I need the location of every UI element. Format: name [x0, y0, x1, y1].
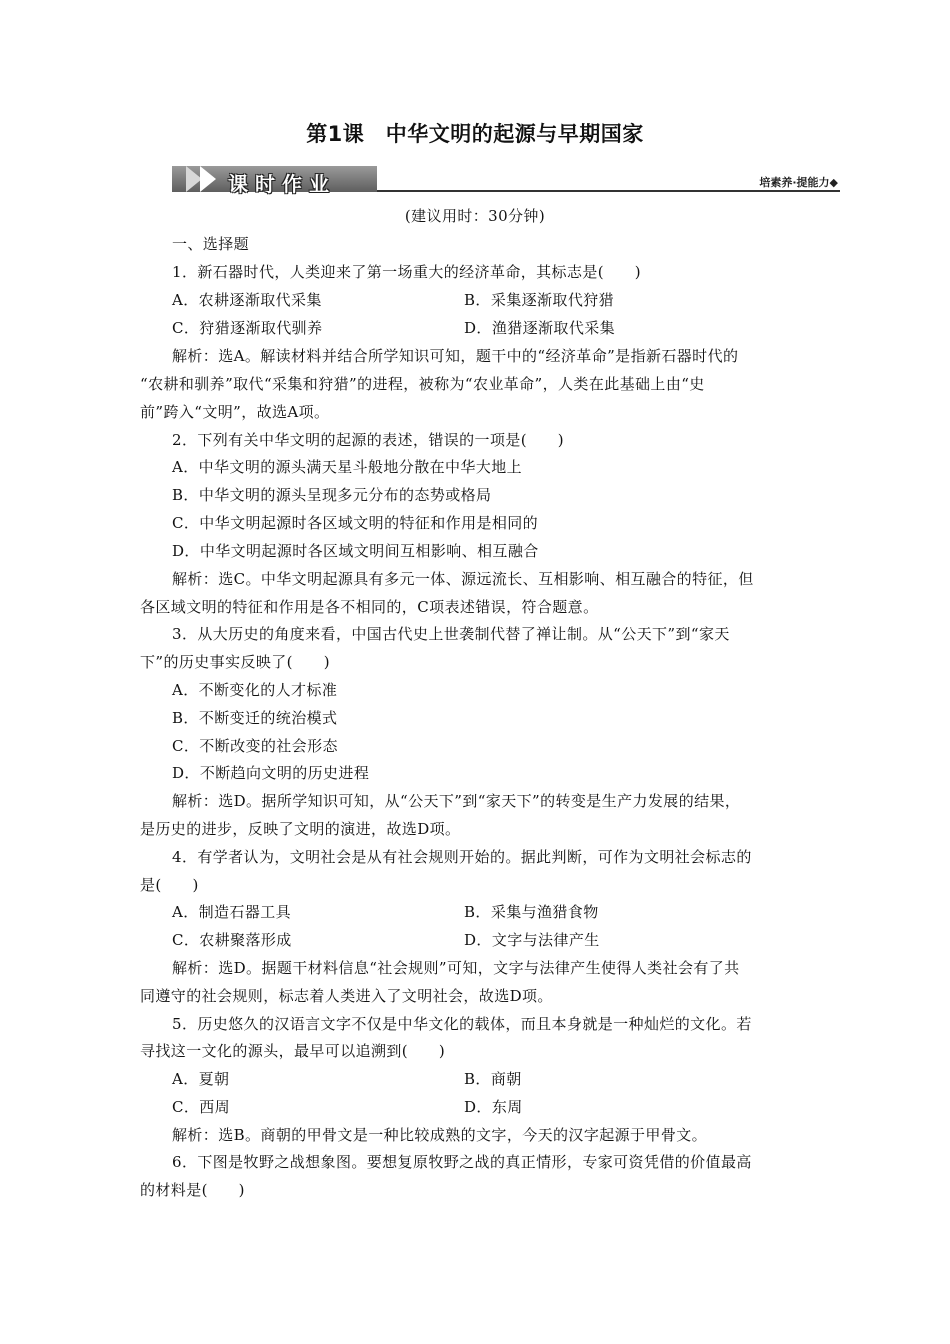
option-b: B．采集逐渐取代狩猎	[464, 291, 615, 309]
option-b: B．采集与渔猎食物	[464, 903, 599, 921]
answer-explanation: 解析：选B。商朝的甲骨文是一种比较成熟的文字，今天的汉字起源于甲骨文。	[172, 1126, 708, 1144]
question-stem: 4．有学者认为，文明社会是从有社会规则开始的。据此判断，可作为文明社会标志的	[172, 848, 752, 866]
answer-explanation: 解析：选D。据题干材料信息“社会规则”可知，文字与法律产生使得人类社会有了共	[172, 959, 740, 977]
option-b: B．中华文明的源头呈现多元分布的态势或格局	[172, 486, 492, 504]
option-a: A．农耕逐渐取代采集	[172, 291, 322, 309]
option-a: A．夏朝	[172, 1070, 230, 1088]
option-d: D．中华文明起源时各区域文明间互相影响、相互融合	[172, 542, 539, 560]
question-stem: 是( )	[140, 876, 199, 894]
page-title: 第1课 中华文明的起源与早期国家	[306, 122, 644, 146]
option-c: C．不断改变的社会形态	[172, 737, 338, 755]
question-stem: 1．新石器时代，人类迎来了第一场重大的经济革命，其标志是( )	[172, 263, 642, 281]
answer-explanation: “农耕和驯养”取代“采集和狩猎”的进程，被称为“农业革命”，人类在此基础上由“史	[140, 375, 705, 393]
banner-label: 课时作业	[228, 172, 336, 196]
banner-tag: 培素养·提能力◆	[759, 176, 838, 189]
section-banner	[172, 162, 840, 196]
option-d: D．不断趋向文明的历史进程	[172, 764, 370, 782]
option-b: B．商朝	[464, 1070, 522, 1088]
question-stem: 2．下列有关中华文明的起源的表述，错误的一项是( )	[172, 431, 565, 449]
question-stem: 3．从大历史的角度来看，中国古代史上世袭制代替了禅让制。从“公天下”到“家天	[172, 625, 730, 643]
option-d: D．东周	[464, 1098, 523, 1116]
option-a: A．中华文明的源头满天星斗般地分散在中华大地上	[172, 458, 523, 476]
section-heading: 一、选择题	[172, 235, 250, 253]
option-c: C．狩猎逐渐取代驯养	[172, 319, 323, 337]
option-a: A．制造石器工具	[172, 903, 292, 921]
question-stem: 寻找这一文化的源头，最早可以追溯到( )	[140, 1042, 446, 1060]
option-c: C．农耕聚落形成	[172, 931, 292, 949]
answer-explanation: 前”跨入“文明”，故选A项。	[140, 403, 330, 421]
answer-explanation: 解析：选D。据所学知识可知，从“公天下”到“家天下”的转变是生产力发展的结果，	[172, 792, 741, 810]
answer-explanation: 是历史的进步，反映了文明的演进，故选D项。	[140, 820, 461, 838]
question-stem: 下”的历史事实反映了( )	[140, 653, 330, 671]
option-c: C．西周	[172, 1098, 231, 1116]
time-note: (建议用时：30分钟)	[404, 207, 546, 225]
chevron-icon	[200, 166, 216, 192]
option-d: D．渔猎逐渐取代采集	[464, 319, 616, 337]
answer-explanation: 解析：选C。中华文明起源具有多元一体、源远流长、互相影响、相互融合的特征，但	[172, 570, 754, 588]
banner-rule	[377, 190, 840, 192]
question-stem: 的材料是( )	[140, 1181, 245, 1199]
answer-explanation: 同遵守的社会规则，标志着人类进入了文明社会，故选D项。	[140, 987, 553, 1005]
answer-explanation: 各区域文明的特征和作用是各不相同的，C项表述错误，符合题意。	[140, 598, 599, 616]
option-b: B．不断变迁的统治模式	[172, 709, 338, 727]
question-stem: 5．历史悠久的汉语言文字不仅是中华文化的载体，而且本身就是一种灿烂的文化。若	[172, 1015, 752, 1033]
question-stem: 6．下图是牧野之战想象图。要想复原牧野之战的真正情形，专家可资凭借的价值最高	[172, 1153, 752, 1171]
option-c: C．中华文明起源时各区域文明的特征和作用是相同的	[172, 514, 539, 532]
answer-explanation: 解析：选A。解读材料并结合所学知识可知，题干中的“经济革命”是指新石器时代的	[172, 347, 739, 365]
option-d: D．文字与法律产生	[464, 931, 600, 949]
option-a: A．不断变化的人才标准	[172, 681, 338, 699]
